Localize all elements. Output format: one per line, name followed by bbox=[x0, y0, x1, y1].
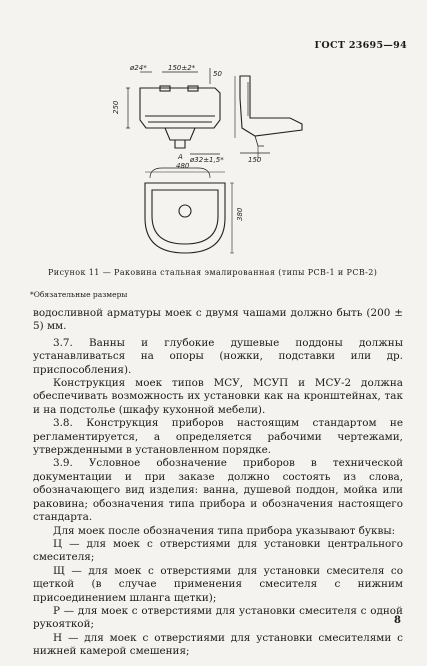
dim-drain-diameter: ø32±1,5* bbox=[190, 156, 224, 164]
paragraph: 3.9. Условное обозначение приборов в технической документации и при заказе должно состоять из слова, обозначающего вид изделия: ванна, душевой поддон, мойка или раковина; обозначения типа прибора и обозначения настоящего стандарта. bbox=[33, 457, 403, 524]
paragraph: Щ — для моек с отверстиями для установки смесителя со щеткой (в случае применения смесителя с нижним присоединением шланга щетки); bbox=[33, 564, 403, 604]
dim-depth-150: 150 bbox=[248, 156, 262, 164]
body-text bbox=[33, 307, 403, 659]
document-header: ГОСТ 23695—94 bbox=[314, 40, 407, 51]
figure-caption: Рисунок 11 — Раковина стальная эмалированная (типы РСВ-1 и РСВ-2) bbox=[48, 268, 378, 277]
page-number: 8 bbox=[394, 615, 401, 626]
dim-height-250: 250 bbox=[112, 100, 120, 114]
paragraph: 3.8. Конструкция приборов настоящим стандартом не регламентируется, а определяется рабочими чертежами, утвержденными в установленном порядке. bbox=[33, 417, 403, 457]
dim-50: 50 bbox=[213, 70, 222, 78]
dim-width-480: 480 bbox=[176, 162, 190, 170]
dim-hole-spacing: 150±2* bbox=[168, 64, 196, 72]
sink-drawing-svg bbox=[90, 58, 400, 263]
paragraph: водосливной арматуры моек с двумя чашами должно быть (200 ± 5) мм. bbox=[33, 307, 403, 333]
footnote: *Обязательные размеры bbox=[30, 290, 128, 299]
sink-side-view bbox=[240, 76, 302, 136]
paragraph: Ц — для моек с отверстиями для установки центрального смесителя; bbox=[33, 537, 403, 564]
sink-top-view bbox=[145, 183, 225, 253]
paragraph: Р — для моек с отверстиями для установки смесителя с одной рукояткой; bbox=[33, 604, 403, 631]
paragraph: Н — для моек с отверстиями для установки смесителями с нижней камерой смешения; bbox=[33, 631, 403, 658]
paragraph: 3.7. Ванны и глубокие душевые поддоны должны устанавливаться на опоры (ножки, подставки или др. приспособления). bbox=[33, 336, 403, 376]
technical-drawing bbox=[90, 58, 400, 263]
paragraph: Конструкция моек типов МСУ, МСУП и МСУ-2 должна обеспечивать возможность их установки как на кронштейнах, так и на подстолье (шкафу кухонной мебели). bbox=[33, 377, 403, 416]
dim-hole-diameter: ø24* bbox=[130, 64, 147, 72]
view-a-label: A bbox=[178, 153, 183, 161]
paragraph: Для моек после обозначения типа прибора указывают буквы: bbox=[53, 524, 396, 537]
dim-length-380: 380 bbox=[236, 207, 244, 221]
drain-hole bbox=[179, 205, 191, 217]
